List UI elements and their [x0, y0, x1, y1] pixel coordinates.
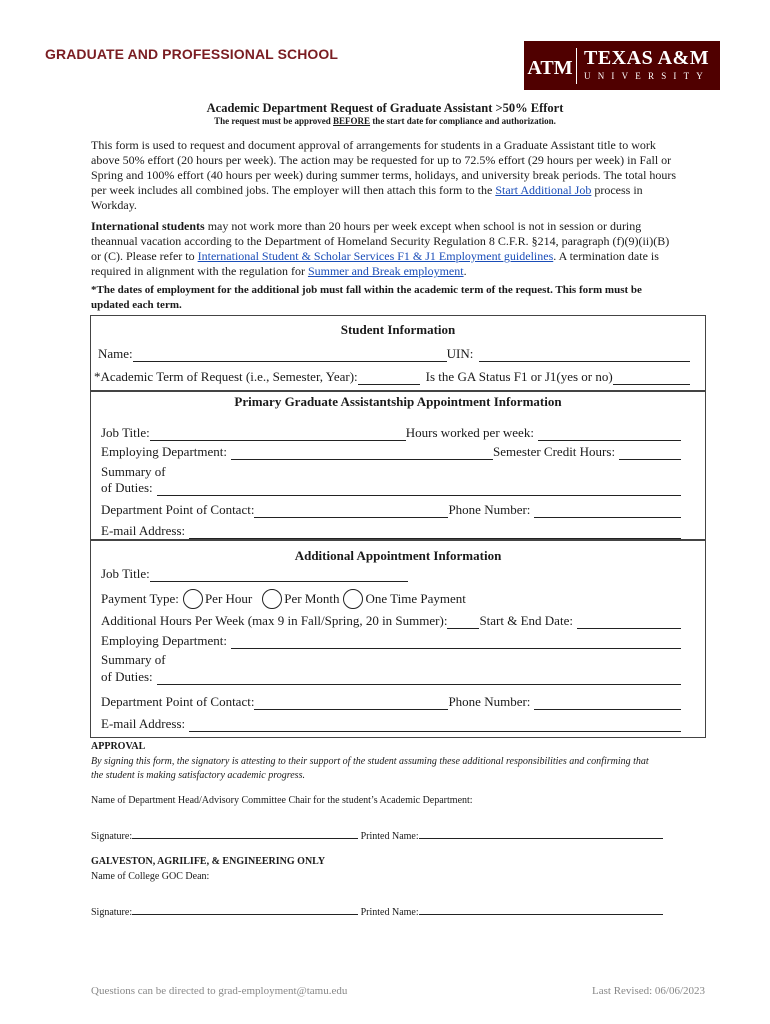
uin-field[interactable]	[479, 349, 690, 362]
additional-contact-label: Department Point of Contact:	[101, 694, 255, 709]
primary-duties-field[interactable]	[157, 483, 681, 496]
primary-dept-label: Employing Department:	[101, 444, 228, 459]
one-time-radio[interactable]	[343, 589, 363, 609]
additional-contact-field[interactable]	[254, 697, 448, 710]
additional-dept-label: Employing Department:	[101, 633, 228, 648]
intro-paragraph: This form is used to request and document approval of arrangements for students in a Graduate Assistant title to work above 50% effort (20 hours per week). The action may be requested for up to 72.5% effort (29 hours per week) in Fall or Spring and 100% effort (40 hours per week) during summer terms, holidays, and university break periods. The total hours per week includes all combined jobs. The employer will then attach this form to the Start Additional Job process in Workday.	[91, 138, 677, 212]
credit-hours-label: Semester Credit Hours:	[493, 444, 616, 459]
logo-subtitle: UNIVERSITY	[584, 71, 710, 81]
per-month-label: Per Month	[284, 591, 340, 606]
per-month-radio[interactable]	[262, 589, 282, 609]
one-time-label: One Time Payment	[365, 591, 466, 606]
student-info-heading: Student Information	[340, 322, 456, 337]
primary-hours-field[interactable]	[538, 428, 681, 441]
signature-row-1	[91, 829, 691, 842]
signature-field-1[interactable]	[132, 829, 358, 839]
primary-phone-field[interactable]	[534, 505, 681, 518]
status-field[interactable]	[613, 372, 690, 385]
galveston-heading: GALVESTON, AGRILIFE, & ENGINEERING ONLY	[91, 856, 326, 867]
status-label: Is the GA Status F1 or J1(yes or no)	[425, 369, 613, 384]
primary-summary-label: Summary of	[101, 464, 166, 479]
additional-job-title-label: Job Title:	[101, 566, 150, 581]
tamu-logo	[524, 41, 720, 90]
printed-name-label-1: Printed Name:	[360, 831, 419, 842]
primary-job-title-field[interactable]	[150, 428, 406, 441]
signature-label-2: Signature:	[91, 907, 133, 918]
approval-text: By signing this form, the signatory is attesting to their support of the student assuming these additional responsibilities and confirming that the student is making satisfactory academic progress.	[91, 756, 649, 781]
primary-contact-field[interactable]	[254, 505, 448, 518]
credit-hours-field[interactable]	[619, 447, 681, 460]
start-additional-job-link[interactable]: Start Additional Job	[495, 183, 592, 197]
dept-head-label: Name of Department Head/Advisory Committee Chair for the student’s Academic Department:	[91, 795, 473, 806]
uin-label: UIN:	[446, 346, 474, 361]
logo-title: TEXAS A&M	[584, 47, 710, 69]
primary-appointment-section	[90, 391, 706, 540]
primary-job-title-label: Job Title:	[101, 425, 150, 440]
signature-row-2	[91, 905, 691, 918]
additional-hours-label: Additional Hours Per Week (max 9 in Fall/Spring, 20 in Summer):	[101, 613, 448, 628]
summer-break-link[interactable]: Summer and Break employment	[307, 264, 464, 278]
primary-duties-label: of Duties:	[101, 480, 153, 495]
additional-phone-field[interactable]	[534, 697, 681, 710]
primary-contact-label: Department Point of Contact:	[101, 502, 255, 517]
additional-hours-field[interactable]	[447, 616, 479, 629]
printed-name-field-2[interactable]	[419, 905, 663, 915]
name-label: Name:	[98, 346, 133, 361]
additional-heading: Additional Appointment Information	[294, 548, 502, 563]
term-field[interactable]	[358, 372, 420, 385]
additional-duties-label: of Duties:	[101, 669, 153, 684]
printed-name-label-2: Printed Name:	[360, 907, 419, 918]
start-end-label: Start & End Date:	[479, 613, 573, 628]
form-subtitle: The request must be approved BEFORE the start date for compliance and authorization.	[214, 116, 556, 126]
school-name: GRADUATE AND PROFESSIONAL SCHOOL	[45, 46, 339, 62]
printed-name-field-1[interactable]	[419, 829, 663, 839]
primary-hours-label: Hours worked per week:	[405, 425, 534, 440]
primary-heading: Primary Graduate Assistantship Appointment Information	[234, 394, 562, 409]
signature-label-1: Signature:	[91, 831, 133, 842]
international-paragraph: International students may not work more than 20 hours per week except when school is not in session or during theannual vacation according to the Department of Homeland Security Regulation 8 C.F.R. §214, paragraph (f)(9)(ii)(B) or (C). Please refer to International Student & Scholar Services F1 & J1 Employment guidelines. A termination date is required in alignment with the regulation for Summer and Break employment.	[91, 219, 670, 278]
start-end-field[interactable]	[577, 616, 681, 629]
additional-dept-field[interactable]	[231, 636, 681, 649]
additional-email-label: E-mail Address:	[101, 716, 186, 731]
primary-phone-label: Phone Number:	[448, 502, 531, 517]
additional-job-title-field[interactable]	[150, 569, 408, 582]
additional-summary-label: Summary of	[101, 652, 166, 667]
additional-email-field[interactable]	[189, 719, 681, 732]
dates-note: *The dates of employment for the additional job must fall within the academic term of the request. This form must be updated each term.	[91, 284, 642, 311]
primary-dept-field[interactable]	[231, 447, 493, 460]
name-field[interactable]	[133, 349, 447, 362]
student-info-section	[90, 315, 706, 391]
signature-field-2[interactable]	[132, 905, 358, 915]
additional-duties-field[interactable]	[157, 672, 681, 685]
per-hour-label: Per Hour	[204, 591, 253, 606]
payment-type-label: Payment Type:	[101, 591, 179, 606]
form-title: Academic Department Request of Graduate Assistant >50% Effort	[206, 101, 564, 115]
primary-email-label: E-mail Address:	[101, 523, 186, 538]
isss-guidelines-link[interactable]: International Student & Scholar Services F1 & J1 Employment guidelines	[197, 249, 554, 263]
goc-dean-label: Name of College GOC Dean:	[91, 871, 210, 882]
per-hour-radio[interactable]	[183, 589, 203, 609]
primary-email-field[interactable]	[189, 526, 681, 539]
additional-appointment-section	[90, 540, 706, 738]
svg-text:ATM: ATM	[527, 56, 573, 79]
term-label: *Academic Term of Request (i.e., Semester, Year):	[94, 369, 358, 384]
additional-phone-label: Phone Number:	[448, 694, 531, 709]
approval-heading: APPROVAL	[91, 741, 146, 752]
footer-revised: Last Revised: 06/06/2023	[592, 985, 706, 997]
footer-questions: Questions can be directed to grad-employment@tamu.edu	[91, 985, 348, 997]
atm-logo-icon	[527, 46, 573, 86]
